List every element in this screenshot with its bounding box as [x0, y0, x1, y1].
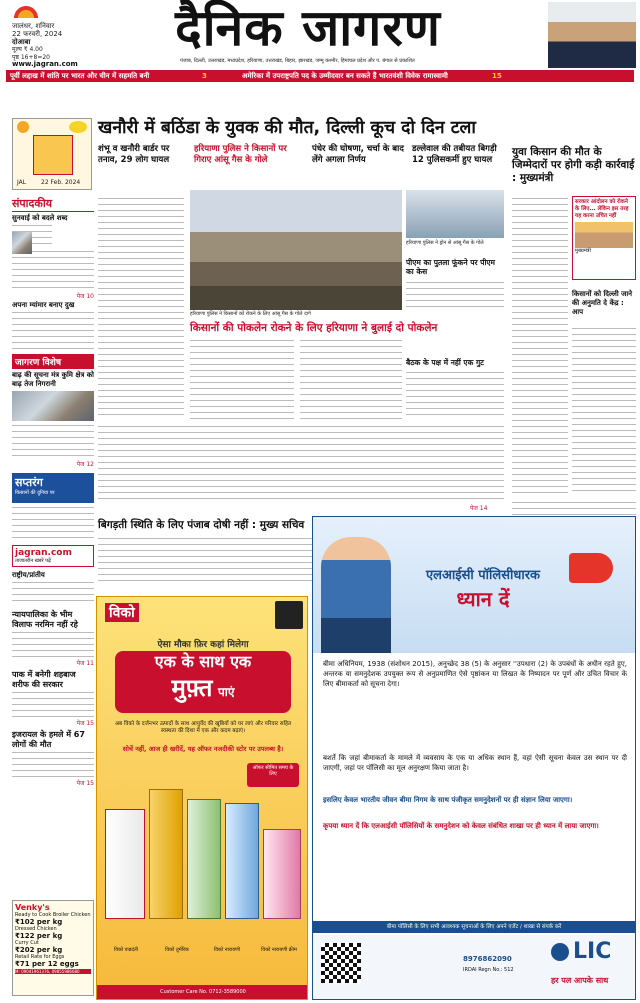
sidebar-item[interactable]: सुनवाई को बदले शब्द: [12, 214, 68, 222]
lic-para: बीमा अधिनियम, 1938 (संशोधन 2015), अनुच्छेद 38 (5) के अनुसार ''उपधारा (2) के उपबंधों के अधीन रहते हुए, अन्तरक या समनुदेशक उपयुक्त रूप से अनुप्रमाणित ऐसे पृष्ठांकन या लिखत के निष्पादन पर पूर्ण और उचित विचार के लिए बीमाकर्ता को सूचना देगा।: [323, 660, 627, 688]
venky-ad[interactable]: [12, 900, 94, 996]
brief-heading: राष्ट्रीय/प्रांतीय: [12, 571, 45, 579]
price: मूल्य ₹ 4.00: [12, 46, 43, 53]
date: 22 फरवरी, 2024: [12, 30, 63, 38]
venky-phone: M: 09041961376, 09855986680: [15, 969, 91, 974]
venky-item-name: Curry Cut: [15, 940, 39, 946]
lic-request: कृपया ध्यान दें कि एलआईसी पॉलिसियों के समनुदेशन को केवल संबंधित शाखा पर ही ध्यान में लाया जाएगा।: [323, 822, 599, 830]
lic-footer: [313, 935, 635, 999]
venky-item-name: Retail Rate for Eggs: [15, 954, 65, 960]
lead-subhead[interactable]: डल्लेवाल की तबीयत बिगड़ी 12 पुलिसकर्मी हुए घायल: [412, 144, 497, 165]
vicco-product-label: विको तुर्मरिक: [165, 947, 189, 953]
lead-subhead[interactable]: शंभू व खनौरी बार्डर पर तनाव, 29 लोग घायल: [98, 144, 170, 165]
saptarang-title: सप्तरंग: [15, 476, 43, 489]
lead-photo: [190, 190, 402, 310]
vishesh-headline[interactable]: बाढ़ की सूचना मंत्र कुमि क्षेत्र को बाढ़ तेज निगरानी: [12, 371, 94, 388]
brief-page: पेज 15: [76, 780, 94, 787]
cm-photo: [575, 222, 633, 248]
jagran-com-box[interactable]: [12, 545, 94, 567]
lic-highlight: इसलिए केवल भारतीय जीवन बीमा निगम के साथ पंजीकृत समनुदेशनों पर ही संज्ञान लिया जाएगा।: [323, 796, 573, 804]
vishesh-banner: जागरण विशेष: [12, 354, 94, 369]
weather-date: 22 Feb. 2024: [41, 179, 81, 186]
lic-tagline: हर पल आपके साथ: [551, 976, 609, 985]
product-tube: [225, 803, 259, 919]
lic-phone: 8976862090: [463, 955, 512, 963]
megaphone-icon: [569, 553, 613, 583]
lead-photo-caption: हरियाणा पुलिस ने किसानों को रोकने के लिए आंसू गैस के गोले दागे: [190, 311, 311, 317]
lead-body-text: [190, 338, 294, 420]
masthead-title: दैनिक जागरण: [175, 0, 441, 57]
lic-title: एलआईसी पॉलिसीधारक: [425, 568, 541, 583]
venky-item-price: ₹122 per kg: [15, 932, 63, 940]
lead-subhead[interactable]: पंधेर की घोषणा, चर्चा के बाद लेंगे अगला निर्णय: [312, 144, 404, 165]
left-sidebar: [12, 196, 94, 916]
brief-item[interactable]: इजरायल के हमले में 67 लोगों की मौत: [12, 730, 85, 749]
sidebar-item[interactable]: अपना म्यांमार बनाए दुख: [12, 301, 75, 309]
lic-contact-bar: बीमा पॉलिसी के लिए सभी आवश्यक सूचनाओं के लिए अपने एजेंट / शाखा से संपर्क करें: [313, 921, 635, 933]
lic-subtitle: ध्यान दें: [456, 587, 510, 611]
brief-item[interactable]: न्यायपालिका के भीम विलाफ नरमिन नहीं रहे: [12, 610, 78, 629]
vicco-offer-badge: ऑफर सीमित समय के लिए: [247, 763, 299, 787]
venky-brand: Venky's: [15, 903, 50, 912]
inset-caption: हरियाणा पुलिस ने ड्रोन से आंसू गैस के गोले: [406, 240, 484, 246]
vicco-product-label: विको नारायणी: [213, 947, 241, 953]
vicco-body: अब विको के दर्जनभर उत्पादों के साथ आयुर्वेद की खूबियों को घर लाएं और परिवार सहित स्वस्थता की दिशा में एक और कदम बढ़ाएं।: [114, 721, 292, 734]
vicco-footer: Customer Care No. 0712-3589000: [97, 985, 308, 999]
vicco-product-label: विको वज्रदंती: [113, 947, 139, 953]
jagran-com-sub: ताजातरीन खबरें पढ़ें: [15, 558, 51, 564]
lead-body-text: [98, 196, 184, 420]
vicco-badge-icon: [275, 601, 303, 629]
inset-headline[interactable]: पीएम का पुतला फूंकने पर पीएम का केस: [406, 258, 496, 276]
weather-box: [12, 118, 92, 190]
brief-page: पेज 11: [76, 660, 94, 667]
mid-story-headline[interactable]: बिगड़ती स्थिति के लिए पंजाब दोषी नहीं : मुख्य सचिव: [98, 519, 305, 531]
right-box-headline[interactable]: किसानों को दिल्ली जाने की अनुमति दे केंद्र : आप: [572, 290, 633, 316]
right-quote-box: [572, 196, 636, 280]
lead-body-text: [406, 370, 504, 420]
saptarang-box: [12, 473, 94, 503]
lead-body-text: [98, 424, 504, 504]
pages: पृष्ठ 16+8=20: [12, 54, 50, 61]
aqi-icon: [69, 121, 87, 133]
right-quote: सरकार आंदोलन को रोकने के लिए... लेकिन इस तरह यह करना उचित नहीं: [575, 199, 629, 219]
website-link[interactable]: www.jagran.com: [12, 60, 78, 68]
editions-line: पंजाब, दिल्ली, उत्तराखंड, मध्यप्रदेश, हरियाणा, उत्तराखंड, बिहार, झारखंड, जम्मू कश्मीर, हिमाचल प्रदेश और प. बंगाल से प्रकाशित: [180, 58, 415, 64]
right-story-body: [572, 326, 636, 496]
vicco-brand: विको: [105, 603, 139, 622]
right-quote-label: मुख्यमंत्री: [575, 248, 591, 254]
lic-ad[interactable]: [312, 516, 636, 1000]
agent-figure: [321, 537, 391, 653]
vishesh-page: पेज 12: [76, 461, 94, 468]
jagran-com-title: jagran.com: [15, 548, 72, 558]
ticker-right[interactable]: अमेरिका में उपराष्ट्रपति पद के उम्मीदवार बन सकते हैं भारतवंशी विवेक रामास्वामी: [242, 72, 448, 80]
right-story-body: [512, 196, 568, 496]
vishesh-photo: [12, 391, 94, 421]
lic-emblem-icon: [551, 943, 569, 961]
venky-item-name: Dressed Chicken: [15, 926, 57, 932]
right-story-headline[interactable]: युवा किसान की मौत के जिम्मेदारों पर होगी कड़ी कार्रवाई : मुख्यमंत्री: [512, 146, 635, 184]
qr-code-icon: [321, 943, 361, 983]
lic-wordmark: LIC: [573, 939, 612, 964]
lic-para: बशर्ते कि जहां बीमाकर्ता के मामले में व्यवसाय के एक या अधिक स्थान हैं, वहां ऐसी सूचना केवल उस स्थान पर दी जाएगी, जहां पर पॉलिसी का मूल अनुरक्षण किया जाता है।: [323, 754, 627, 772]
sun-icon: [17, 121, 29, 133]
edition: दोआबा: [12, 38, 31, 46]
weather-graphic: [33, 135, 73, 175]
weather-city: JAL: [17, 179, 27, 186]
ticker-left[interactable]: पूर्वी लद्दाख में शांति पर भारत और चीन में सहमति बनी: [10, 72, 150, 80]
venky-item-price: ₹202 per kg: [15, 946, 63, 954]
vicco-offer-free: मुफ़्त पाएं: [171, 674, 235, 702]
venky-item-price: ₹102 per kg: [15, 918, 63, 926]
editorial-heading: संपादकीय: [12, 196, 94, 212]
product-box: [263, 829, 301, 919]
brief-item[interactable]: पाक में बनेगी शहबाज शरीफ की सरकार: [12, 670, 76, 689]
vicco-tagline: ऐसा मौका फ़िर कहां मिलेगा: [157, 640, 249, 650]
venky-item-name: Ready to Cook Broiler Chicken: [15, 912, 91, 918]
lic-irdai: IRDAI Regn No.: 512: [463, 967, 514, 973]
lead-page-ref: पेज 14: [470, 505, 488, 512]
lic-logo: [549, 939, 631, 995]
vicco-offer-line: एक के साथ एक: [154, 652, 252, 671]
inset-body: [406, 280, 504, 310]
ticker-left-page: 3: [202, 72, 207, 80]
lead-body-text: [300, 338, 402, 420]
lead-second-headline[interactable]: किसानों की पोकलेन रोकने के लिए हरियाणा ने बुलाई दो पोकलेन: [190, 322, 438, 334]
vicco-cta: सोचें नहीं, आज ही खरीदें, यह ऑफर नजदीकी स्टोर पर उपलब्ध है।: [122, 745, 284, 753]
lead-subhead[interactable]: हरियाणा पुलिस ने किसानों पर गिराए आंसू गैस के गोले: [194, 144, 287, 165]
vicco-product-label: विको नारायणी क्रीम: [261, 947, 297, 953]
vicco-products: [105, 789, 301, 939]
masthead: [0, 0, 640, 70]
jagran-sun-logo: [12, 4, 40, 18]
side-headline[interactable]: बैठक के पक्ष में नहीं एक गुट: [406, 358, 484, 367]
lead-headline[interactable]: खनौरी में बठिंडा के युवक की मौत, दिल्ली कूच दो दिन टला: [98, 118, 476, 138]
portrait-photo: [548, 2, 636, 68]
sidebar-item-page: पेज 10: [76, 293, 94, 300]
columnist-photo: [12, 232, 32, 254]
ticker-right-page: 15: [492, 72, 502, 80]
product-tube: [149, 789, 183, 919]
city-date: जालंधर, शनिवार: [12, 22, 55, 30]
inset-photo: [406, 190, 504, 238]
product-tube: [105, 809, 145, 919]
vicco-banner: [115, 651, 291, 713]
ticker-bar: [6, 70, 634, 82]
product-tube: [187, 799, 221, 919]
saptarang-sub: किसानों की दुनिया पर: [15, 490, 55, 496]
vicco-ad[interactable]: [96, 596, 308, 1000]
brief-page: पेज 15: [76, 720, 94, 727]
venky-item-price: ₹71 per 12 eggs: [15, 960, 79, 968]
